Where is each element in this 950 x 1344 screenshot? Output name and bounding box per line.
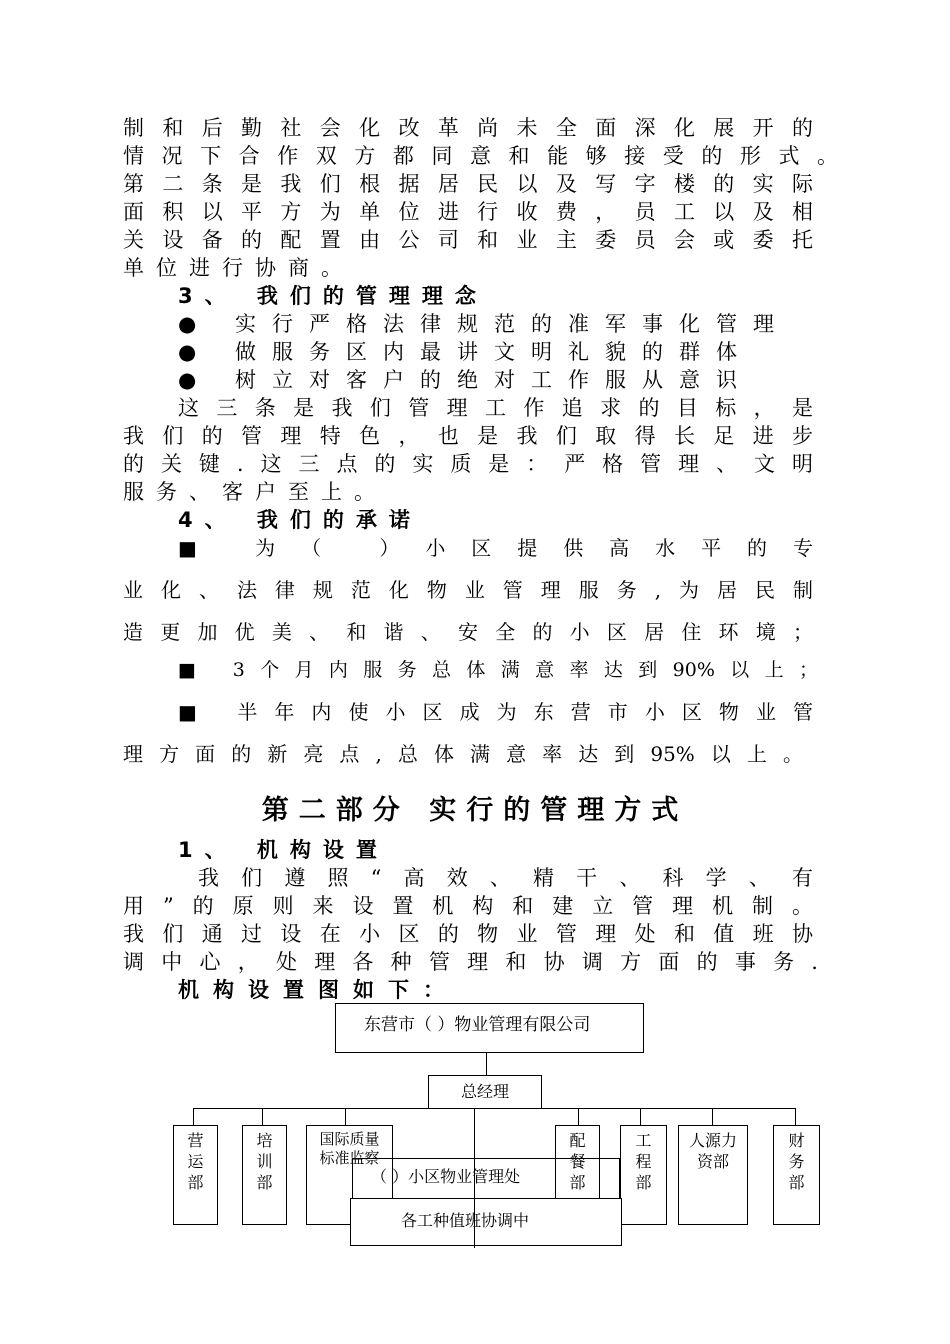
connector [795, 1108, 796, 1126]
promise-line: 业化、法律规范化物业管理服务,为居民制 [123, 578, 813, 602]
text-line: 单位进行协商。 [123, 256, 354, 280]
dept-box-operations: 营运部 [173, 1125, 218, 1225]
dept-box-engineering: 工程部 [620, 1125, 667, 1225]
promise-line: 理方面的新亮点,总体满意率达到95%以上。 [123, 742, 803, 766]
text-line: 用”的原则来设置机构和建立管理机制。 [123, 894, 813, 918]
connector [486, 1052, 487, 1075]
text-line: 的关键.这三点的实质是：严格管理、文明 [123, 452, 813, 476]
text-line: 我们遵照“高效、精干、科学、有 [198, 866, 813, 890]
connector [262, 1108, 263, 1126]
section-heading-1: 1、 机构设置 [178, 838, 389, 862]
dept-box-catering: 配餐部 [555, 1125, 600, 1225]
bullet-item: ● 树立对客户的绝对工作服从意识 [178, 368, 753, 392]
connector [578, 1108, 579, 1126]
text-line: 我们通过设在小区的物业管理处和值班协 [123, 922, 813, 946]
company-box: 东营市（ ）物业管理有限公司 [335, 1003, 644, 1053]
connector [474, 1108, 475, 1248]
text-line: 第二条是我们根据居民以及写字楼的实际 [123, 172, 813, 196]
text-line: 我们的管理特色，也是我们取得长足进步 [123, 424, 813, 448]
text-line: 服务、客户至上。 [123, 480, 387, 504]
dept-box-training: 培训部 [242, 1125, 287, 1225]
text-line: 情况下合作双方都同意和能够接受的形式。 [123, 144, 838, 168]
text-line: 面积以平方为单位进行收费，员工以及相 [123, 200, 813, 224]
bullet-item: ● 实行严格法律规范的准军事化管理 [178, 312, 790, 336]
section-heading-4: 4、 我们的承诺 [178, 508, 422, 532]
dept-box-hr: 人源力资部 [678, 1125, 748, 1225]
center-box: 各工种值班协调中 [350, 1198, 622, 1246]
chart-intro: 机构设置图如下： [178, 978, 458, 1002]
promise-line: ■ 为（ ）小区提供高水平的专 [178, 536, 813, 560]
connector [193, 1108, 194, 1126]
text-line: 关设备的配置由公司和业主委员会或委托 [123, 228, 813, 252]
promise-line: ■ 半年内使小区成为东营市小区物业管 [178, 700, 813, 724]
connector [712, 1108, 713, 1126]
dept-box-quality: 国际质量标准监察 [306, 1125, 393, 1225]
promise-line: ■ 3个月内服务总体满意率达到90%以上； [178, 659, 818, 681]
connector [640, 1108, 641, 1126]
connector [345, 1108, 346, 1126]
part-title: 第二部分 实行的管理方式 [261, 795, 689, 826]
text-line: 制和后勤社会化改革尚未全面深化展开的 [123, 116, 813, 140]
promise-line: 造更加优美、和谐、安全的小区居住环境； [123, 620, 813, 644]
office-box: （ ）小区物业管理处 [352, 1158, 620, 1200]
text-line: 这三条是我们管理工作追求的目标，是 [178, 396, 813, 420]
dept-box-finance: 财务部 [773, 1125, 820, 1225]
bullet-item: ● 做服务区内最讲文明礼貌的群体 [178, 340, 753, 364]
section-heading-3: 3、 我们的管理理念 [178, 284, 488, 308]
gm-box: 总经理 [428, 1075, 542, 1109]
text-line: 调中心，处理各种管理和协调方面的事务. [123, 950, 818, 974]
